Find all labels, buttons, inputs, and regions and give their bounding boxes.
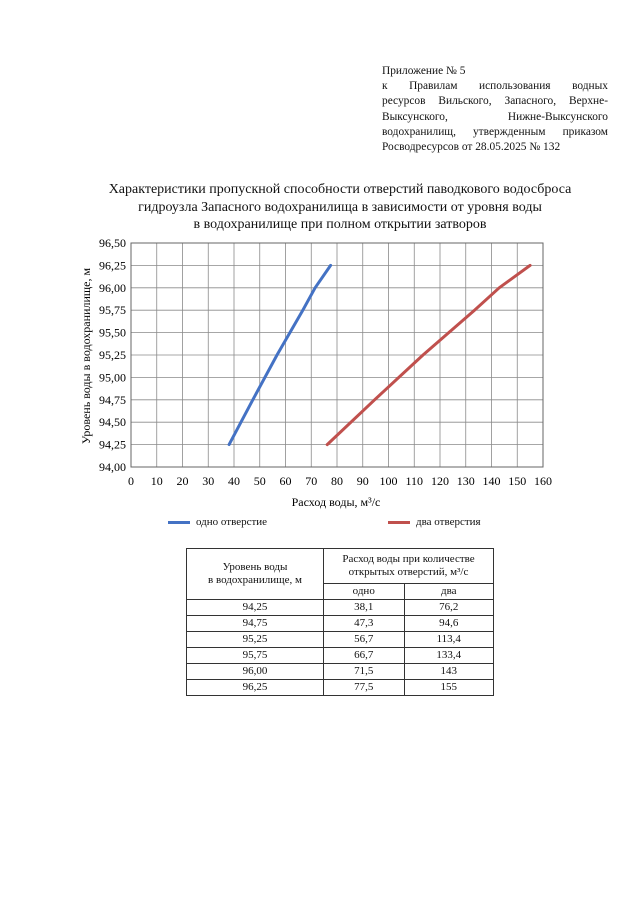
table-row bbox=[187, 680, 494, 696]
cell-level: 96,25 bbox=[187, 680, 324, 696]
annex-line-2: к Правилам использования водных bbox=[382, 80, 608, 93]
y-tick-label: 94,50 bbox=[99, 415, 126, 430]
y-tick-label: 95,00 bbox=[99, 370, 126, 385]
x-tick-label: 40 bbox=[228, 474, 240, 488]
y-tick-label: 94,75 bbox=[99, 392, 126, 407]
y-tick-labels bbox=[99, 236, 126, 474]
cell-two: 113,4 bbox=[404, 632, 494, 648]
cell-one: 38,1 bbox=[324, 600, 405, 616]
x-tick-label: 160 bbox=[534, 474, 552, 488]
annex-line-5: водохранилищ, утвержденным приказом bbox=[382, 125, 608, 138]
cell-level: 94,75 bbox=[187, 616, 324, 632]
table-row bbox=[187, 600, 494, 616]
cell-two: 155 bbox=[404, 680, 494, 696]
y-tick-label: 94,00 bbox=[99, 460, 126, 474]
x-tick-label: 130 bbox=[456, 474, 475, 488]
y-tick-label: 95,25 bbox=[99, 348, 126, 362]
table-row bbox=[187, 616, 494, 632]
annex-line-4: Выксунского, Нижне-Выксунского bbox=[382, 110, 608, 123]
header-discharge-line-2: открытых отверстий, м³/с bbox=[348, 566, 469, 578]
x-tick-label: 150 bbox=[508, 474, 527, 488]
legend-swatch-one bbox=[168, 521, 190, 524]
table-header-discharge bbox=[324, 549, 494, 584]
subheader-one: одно bbox=[324, 584, 405, 600]
annex-line-1: Приложение № 5 bbox=[382, 65, 466, 77]
cell-one: 47,3 bbox=[324, 616, 405, 632]
x-tick-label: 60 bbox=[279, 474, 292, 488]
chart-title-line-2: гидроузла Запасного водохранилища в зависимости от уровня воды bbox=[138, 199, 542, 215]
y-tick-label: 96,50 bbox=[99, 236, 126, 250]
cell-level: 95,25 bbox=[187, 632, 324, 648]
table-header-level bbox=[187, 549, 324, 600]
y-axis-label: Уровень воды в водохранилище, м bbox=[79, 267, 93, 445]
x-tick-label: 30 bbox=[202, 474, 215, 488]
legend-swatch-two bbox=[388, 521, 410, 524]
cell-one: 56,7 bbox=[324, 632, 405, 648]
x-tick-label: 100 bbox=[379, 474, 398, 488]
legend-label-two: два отверстия bbox=[416, 516, 481, 528]
subheader-two: два bbox=[404, 584, 494, 600]
x-tick-label: 140 bbox=[482, 474, 501, 488]
annex-line-6: Росводресурсов от 28.05.2025 № 132 bbox=[382, 141, 561, 154]
x-tick-labels bbox=[128, 474, 552, 488]
chart-title-line-3: в водохранилище при полном открытии затворов bbox=[193, 217, 487, 232]
header-level-line-1: Уровень воды bbox=[222, 561, 288, 573]
table-row bbox=[187, 648, 494, 664]
legend-item-one bbox=[168, 515, 267, 529]
header-discharge-line-1: Расход воды при количестве bbox=[342, 553, 475, 565]
cell-level: 95,75 bbox=[187, 648, 324, 664]
header-level-line-2: в водохранилище, м bbox=[208, 574, 302, 586]
cell-two: 76,2 bbox=[404, 600, 494, 616]
x-tick-label: 50 bbox=[253, 474, 266, 488]
cell-level: 94,25 bbox=[187, 600, 324, 616]
table-row bbox=[187, 632, 494, 648]
cell-one: 66,7 bbox=[324, 648, 405, 664]
cell-two: 94,6 bbox=[404, 616, 494, 632]
x-tick-label: 120 bbox=[431, 474, 449, 488]
x-tick-label: 110 bbox=[405, 474, 424, 488]
cell-two: 143 bbox=[404, 664, 494, 680]
legend-item-two bbox=[388, 515, 481, 529]
y-tick-label: 95,50 bbox=[99, 325, 126, 340]
y-tick-label: 96,25 bbox=[99, 258, 126, 273]
x-axis-label: Расход воды, м³/с bbox=[291, 495, 381, 509]
y-tick-label: 94,25 bbox=[99, 437, 126, 452]
cell-one: 71,5 bbox=[324, 664, 405, 680]
x-tick-label: 80 bbox=[331, 474, 343, 488]
x-tick-label: 20 bbox=[176, 474, 189, 488]
x-tick-label: 90 bbox=[356, 474, 369, 488]
x-tick-label: 10 bbox=[150, 474, 163, 488]
annex-line-3: ресурсов Вильского, Запасного, Верхне- bbox=[382, 95, 608, 108]
cell-two: 133,4 bbox=[404, 648, 494, 664]
legend-label-one: одно отверстие bbox=[196, 516, 268, 528]
cell-one: 77,5 bbox=[324, 680, 405, 696]
y-tick-label: 96,00 bbox=[99, 280, 126, 295]
x-tick-label: 0 bbox=[128, 474, 134, 488]
x-tick-label: 70 bbox=[305, 474, 318, 488]
y-tick-label: 95,75 bbox=[99, 303, 126, 318]
cell-level: 96,00 bbox=[187, 664, 324, 680]
table-row bbox=[187, 664, 494, 680]
chart-title-line-1: Характеристики пропускной способности отверстий паводкового водосброса bbox=[108, 182, 572, 197]
discharge-table bbox=[186, 548, 494, 696]
